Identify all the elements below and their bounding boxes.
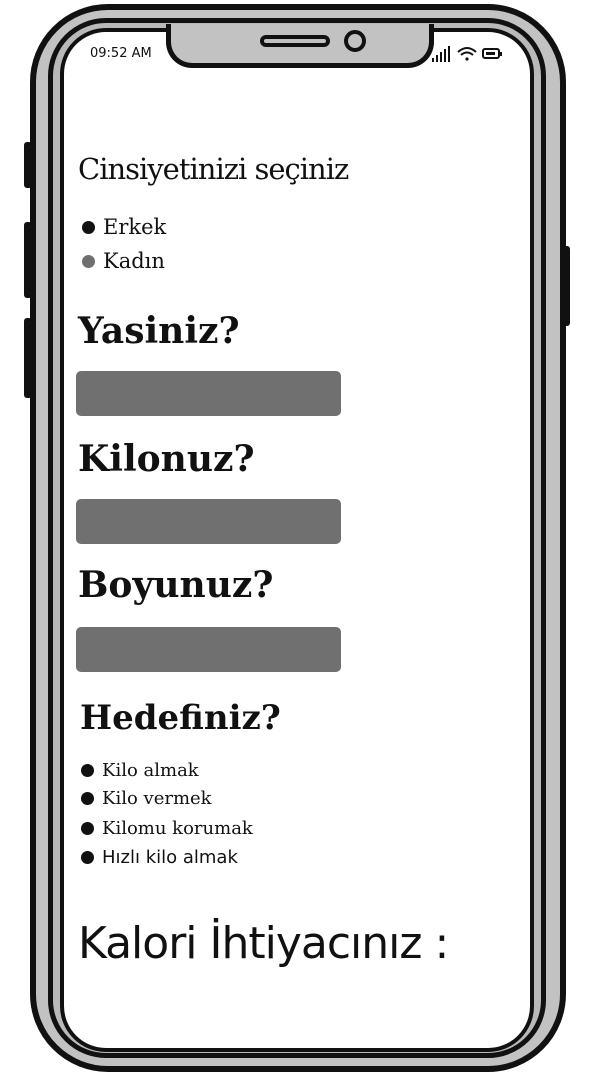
goal-option-maintain[interactable] — [81, 818, 253, 839]
power-button — [561, 246, 570, 326]
goal-option-label: Kilo almak — [102, 760, 199, 781]
radio-icon[interactable] — [82, 221, 95, 234]
gender-option-label: Erkek — [103, 215, 167, 239]
goal-option-label: Kilomu korumak — [102, 818, 253, 839]
weight-label: Kilonuz? — [78, 438, 255, 480]
radio-icon[interactable] — [81, 851, 94, 864]
signal-icon — [432, 46, 450, 62]
calorie-result-label: Kalori İhtiyacınız : — [78, 918, 449, 969]
age-input[interactable] — [76, 371, 341, 416]
volume-down-button — [24, 222, 32, 298]
gender-option-female[interactable] — [82, 249, 165, 273]
goal-option-label: Kilo vermek — [102, 788, 212, 809]
volume-up-button — [24, 142, 32, 188]
weight-input[interactable] — [76, 499, 341, 544]
goal-title: Hedefiniz? — [80, 698, 281, 738]
mute-button — [24, 318, 32, 398]
status-icons — [430, 44, 504, 64]
radio-icon[interactable] — [82, 255, 95, 268]
goal-option-gain[interactable] — [81, 760, 199, 781]
radio-icon[interactable] — [81, 792, 94, 805]
battery-icon — [483, 49, 502, 58]
height-input[interactable] — [76, 627, 341, 672]
goal-option-lose[interactable] — [81, 788, 212, 809]
speaker-icon — [260, 35, 330, 47]
wifi-icon — [458, 48, 476, 61]
radio-icon[interactable] — [81, 764, 94, 777]
height-label: Boyunuz? — [78, 564, 274, 606]
camera-icon — [344, 30, 366, 52]
gender-option-label: Kadın — [103, 249, 165, 273]
status-time: 09:52 AM — [90, 46, 152, 61]
gender-title: Cinsiyetinizi seçiniz — [78, 152, 349, 186]
gender-option-male[interactable] — [82, 215, 166, 239]
goal-option-fast-gain[interactable] — [81, 847, 238, 868]
age-label: Yasiniz? — [78, 310, 240, 352]
goal-option-label: Hızlı kilo almak — [102, 847, 238, 868]
radio-icon[interactable] — [81, 822, 94, 835]
